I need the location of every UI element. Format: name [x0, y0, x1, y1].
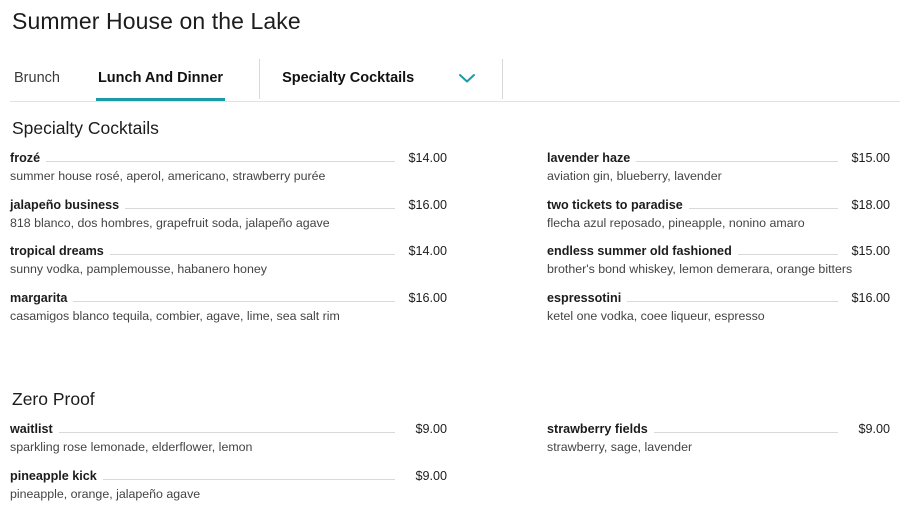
- menu-item-description: ketel one vodka, coee liqueur, espresso: [547, 308, 765, 323]
- menu-tabs: [10, 55, 900, 101]
- menu-item-name: frozé: [10, 151, 41, 165]
- menu-item-header: [10, 291, 447, 306]
- menu-item-description: 818 blanco, dos hombres, grapefruit soda, jalapeño agave: [10, 215, 330, 230]
- section-1-right-column: [455, 422, 900, 515]
- section-title-specialty-cocktails: Specialty Cocktails: [12, 118, 159, 138]
- menu-item-description: sunny vodka, pamplemousse, habanero honey: [10, 262, 267, 276]
- menu-section-dropdown[interactable]: [282, 55, 476, 101]
- chevron-down-icon[interactable]: [458, 72, 476, 84]
- menu-item-header: [547, 151, 890, 166]
- menu-item-description: summer house rosé, aperol, americano, strawberry purée: [10, 169, 326, 183]
- menu-item-price: $15.00: [851, 244, 890, 258]
- menu-item[interactable]: [10, 244, 447, 278]
- menu-item-header: [547, 198, 890, 213]
- page-title: Summer House on the Lake: [12, 8, 301, 34]
- header-divider: [10, 101, 900, 102]
- menu-item-name: pineapple kick: [10, 468, 97, 483]
- leader-line: [46, 161, 395, 162]
- menu-item-description: pineapple, orange, jalapeño agave: [10, 486, 201, 501]
- menu-item[interactable]: [547, 422, 890, 456]
- leader-line: [103, 479, 395, 480]
- menu-item-price: $18.00: [851, 197, 890, 212]
- menu-item[interactable]: [10, 151, 447, 185]
- menu-item-header: [547, 422, 890, 437]
- leader-line: [654, 432, 838, 433]
- menu-item[interactable]: [547, 151, 890, 185]
- menu-item-price: $16.00: [408, 197, 447, 212]
- tab-divider-end: [502, 59, 503, 99]
- menu-item[interactable]: [10, 469, 447, 503]
- menu-item-description: flecha azul reposado, pineapple, nonino amaro: [547, 215, 805, 230]
- leader-line: [689, 208, 838, 209]
- menu-item-description: sparkling rose lemonade, elderflower, lemon: [10, 440, 253, 454]
- menu-item-price: $9.00: [415, 468, 447, 483]
- menu-item-header: [10, 422, 447, 437]
- menu-item-price: $9.00: [415, 422, 447, 436]
- leader-line: [59, 432, 395, 433]
- menu-item-price: $16.00: [408, 290, 447, 305]
- section-spacer: [10, 337, 900, 373]
- section-0-left-column: [10, 151, 455, 337]
- tab-brunch-label: Brunch: [14, 70, 60, 86]
- menu-item-price: $16.00: [851, 290, 890, 305]
- menu-item[interactable]: [10, 291, 447, 325]
- menu-item-name: lavender haze: [547, 151, 631, 165]
- menu-item-description: strawberry, sage, lavender: [547, 440, 693, 454]
- menu-item-header: [10, 151, 447, 166]
- menu-item-description: aviation gin, blueberry, lavender: [547, 169, 722, 183]
- menu-item-name: tropical dreams: [10, 244, 104, 258]
- menu-item-header: [10, 469, 447, 484]
- menu-item-header: [547, 291, 890, 306]
- menu-item-header: [547, 244, 890, 259]
- section-zero-proof: [10, 422, 900, 515]
- menu-item-name: strawberry fields: [547, 422, 648, 436]
- menu-item-name: endless summer old fashioned: [547, 244, 732, 258]
- leader-line: [73, 301, 395, 302]
- leader-line: [627, 301, 838, 302]
- menu-item[interactable]: [10, 422, 447, 456]
- leader-line: [110, 254, 395, 255]
- menu-item[interactable]: [10, 198, 447, 232]
- menu-item-header: [10, 198, 447, 213]
- menu-item[interactable]: [547, 291, 890, 325]
- menu-item-name: espressotini: [547, 290, 622, 305]
- section-1-left-column: [10, 422, 455, 515]
- menu-item-name: two tickets to paradise: [547, 197, 683, 212]
- section-title-zero-proof: Zero Proof: [12, 389, 95, 409]
- menu-item-description: casamigos blanco tequila, combier, agave, lime, sea salt rim: [10, 308, 340, 323]
- menu-item-description: brother's bond whiskey, lemon demerara, orange bitters: [547, 262, 853, 276]
- section-specialty-cocktails: [10, 151, 900, 337]
- leader-line: [125, 208, 395, 209]
- menu-section-dropdown-label: Specialty Cocktails: [282, 70, 415, 86]
- leader-line: [636, 161, 838, 162]
- menu-item-name: waitlist: [10, 422, 53, 436]
- section-0-right-column: [455, 151, 900, 337]
- menu-item[interactable]: [547, 198, 890, 232]
- menu-item-name: margarita: [10, 290, 68, 305]
- menu-item-name: jalapeño business: [10, 197, 120, 212]
- tab-brunch[interactable]: [12, 55, 62, 101]
- tab-divider: [259, 59, 260, 99]
- menu-item-header: [10, 244, 447, 259]
- tab-lunch-and-dinner[interactable]: [96, 55, 225, 101]
- menu-item-price: $14.00: [408, 151, 447, 165]
- menu-item-price: $14.00: [408, 244, 447, 258]
- menu-item-price: $15.00: [851, 151, 890, 165]
- tab-lunch-and-dinner-label: Lunch And Dinner: [97, 70, 224, 86]
- leader-line: [738, 254, 838, 255]
- menu-item[interactable]: [547, 244, 890, 278]
- menu-item-price: $9.00: [858, 422, 890, 436]
